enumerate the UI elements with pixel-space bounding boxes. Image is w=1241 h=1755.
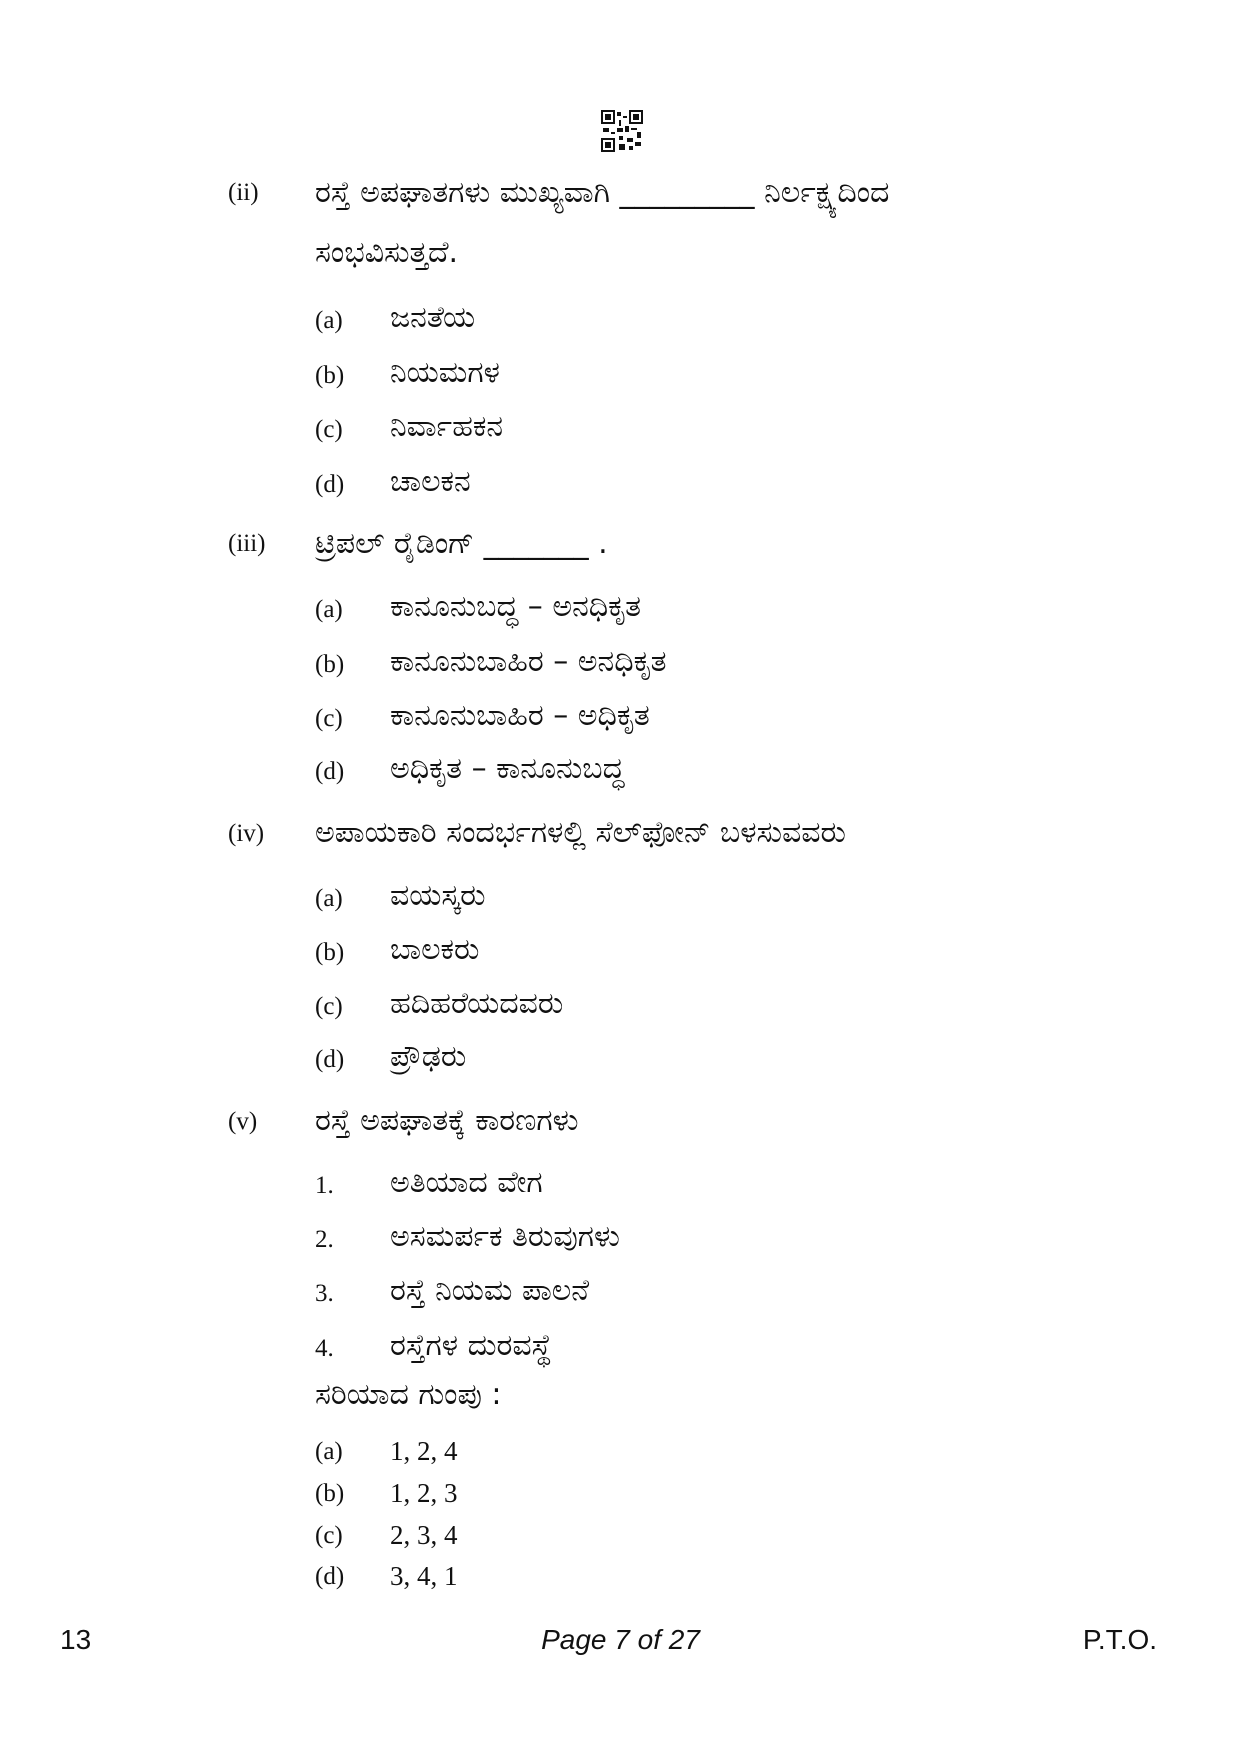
question-number: (iii) bbox=[228, 530, 266, 557]
question-text: ರಸ್ತೆ ಅಪಘಾತಗಳು ಮುಖ್ಯವಾಗಿ _________ ನಿರ್ಲಕ್ಷ್ಯದಿಂದ bbox=[315, 175, 890, 210]
page-number: Page 7 of 27 bbox=[541, 1624, 700, 1655]
footer-code: 13 bbox=[60, 1624, 92, 1655]
statement-text: ರಸ್ತೆಗಳ ದುರವಸ್ಥೆ bbox=[390, 1328, 552, 1363]
question-text-continued: ಸಂಭವಿಸುತ್ತದೆ. bbox=[315, 235, 459, 270]
option-label: (d) bbox=[315, 1563, 345, 1590]
option-label: (c) bbox=[315, 416, 343, 443]
option-label: (b) bbox=[315, 362, 345, 389]
option-label: (c) bbox=[315, 705, 343, 732]
question-text: ಟ್ರಿಪಲ್ ರೈಡಿಂಗ್ _______ . bbox=[315, 526, 608, 561]
option-text: ಕಾನೂನುಬಾಹಿರ – ಅನಧಿಕೃತ bbox=[390, 644, 667, 679]
option-label: (c) bbox=[315, 993, 343, 1020]
option-text: ಕಾನೂನುಬಾಹಿರ – ಅಧಿಕೃತ bbox=[390, 698, 650, 733]
option-text: ಜನತೆಯ bbox=[390, 300, 476, 335]
option-label: (b) bbox=[315, 651, 345, 678]
option-label: (c) bbox=[315, 1522, 343, 1549]
question-number: (ii) bbox=[228, 179, 259, 206]
statement-label: 1. bbox=[315, 1172, 334, 1199]
option-label: (d) bbox=[315, 758, 345, 785]
option-text: ನಿರ್ವಾಹಕನ bbox=[390, 409, 504, 444]
pto-label: P.T.O. bbox=[1082, 1624, 1157, 1655]
option-label: (d) bbox=[315, 471, 345, 498]
option-label: (b) bbox=[315, 939, 345, 966]
option-text: 1, 2, 4 bbox=[390, 1436, 458, 1466]
option-text: ಬಾಲಕರು bbox=[390, 932, 480, 967]
option-label: (a) bbox=[315, 1438, 343, 1465]
option-text: ಕಾನೂನುಬದ್ಧ – ಅನಧಿಕೃತ bbox=[390, 589, 642, 624]
option-label: (d) bbox=[315, 1046, 345, 1073]
option-label: (b) bbox=[315, 1480, 345, 1507]
qr-code-icon bbox=[601, 110, 643, 152]
option-text: 2, 3, 4 bbox=[390, 1520, 458, 1550]
option-text: ನಿಯಮಗಳ bbox=[390, 355, 500, 390]
question-number: (v) bbox=[228, 1108, 258, 1135]
option-text: ವಯಸ್ಕರು bbox=[390, 878, 486, 913]
option-text: ಹದಿಹರೆಯದವರು bbox=[390, 986, 564, 1021]
statement-text: ಅಸಮರ್ಪಕ ತಿರುವುಗಳು bbox=[390, 1219, 620, 1254]
option-label: (a) bbox=[315, 885, 343, 912]
option-text: 1, 2, 3 bbox=[390, 1478, 458, 1508]
statement-label: 4. bbox=[315, 1335, 334, 1362]
statement-label: 3. bbox=[315, 1280, 334, 1307]
option-label: (a) bbox=[315, 307, 343, 334]
question-text: ಅಪಾಯಕಾರಿ ಸಂದರ್ಭಗಳಲ್ಲಿ ಸೆಲ್‌ಫೋನ್ ಬಳಸುವವರು bbox=[315, 815, 846, 850]
statement-text: ಅತಿಯಾದ ವೇಗ bbox=[390, 1165, 543, 1200]
option-text: ಅಧಿಕೃತ – ಕಾನೂನುಬದ್ಧ bbox=[390, 751, 625, 786]
option-text: 3, 4, 1 bbox=[390, 1561, 458, 1591]
answer-prompt: ಸರಿಯಾದ ಗುಂಪು : bbox=[315, 1377, 502, 1412]
option-text: ಪ್ರೌಢರು bbox=[390, 1039, 467, 1074]
option-label: (a) bbox=[315, 596, 343, 623]
statement-text: ರಸ್ತೆ ನಿಯಮ ಪಾಲನೆ bbox=[390, 1273, 590, 1308]
question-text: ರಸ್ತೆ ಅಪಘಾತಕ್ಕೆ ಕಾರಣಗಳು bbox=[315, 1103, 579, 1138]
statement-label: 2. bbox=[315, 1226, 334, 1253]
option-text: ಚಾಲಕನ bbox=[390, 464, 471, 499]
question-number: (iv) bbox=[228, 820, 265, 847]
